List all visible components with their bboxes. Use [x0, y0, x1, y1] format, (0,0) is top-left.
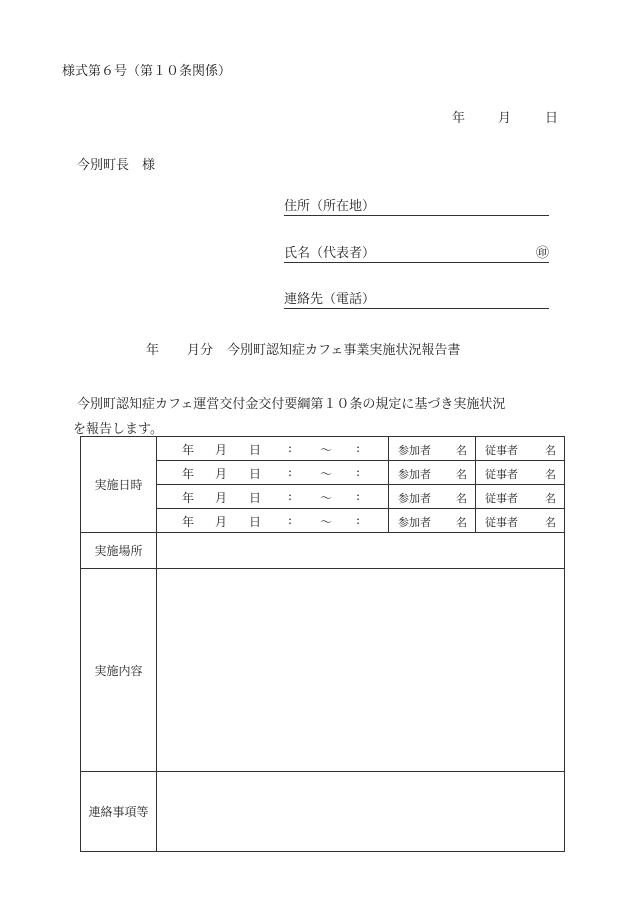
date-year: 年	[452, 111, 466, 126]
body-line-2: を報告します。	[73, 422, 163, 437]
address-field[interactable]	[284, 196, 549, 216]
addressee: 今別町長 様	[77, 158, 156, 173]
place-label: 実施場所	[81, 533, 157, 569]
date-label: 実施日時	[81, 437, 157, 533]
title-text: 今別町認知症カフェ事業実施状況報告書	[227, 343, 461, 358]
participants-cell[interactable]: 参加者 名	[389, 437, 476, 461]
date-time-cell[interactable]: 年 月 日 : 〜 :	[157, 437, 389, 461]
staff-cell[interactable]: 従事者 名	[476, 437, 565, 461]
staff-cell[interactable]: 従事者 名	[476, 509, 565, 533]
address-label: 住所（所在地）	[284, 199, 376, 214]
date-time-cell[interactable]: 年 月 日 : 〜 :	[157, 485, 389, 509]
seal-mark: ㊞	[535, 246, 549, 261]
content-row	[81, 569, 565, 772]
staff-cell[interactable]: 従事者 名	[476, 485, 565, 509]
content-label: 実施内容	[81, 569, 157, 772]
notes-row	[81, 772, 565, 852]
contact-label: 連絡先（電話）	[284, 292, 376, 307]
report-title	[146, 339, 460, 358]
title-month: 月分	[187, 343, 214, 358]
staff-cell[interactable]: 従事者 名	[476, 461, 565, 485]
name-field[interactable]	[284, 243, 549, 263]
date-line	[452, 107, 558, 126]
title-year: 年	[146, 343, 160, 358]
form-number: 様式第６号（第１０条関係）	[62, 64, 232, 79]
report-table	[80, 436, 565, 852]
place-row	[81, 533, 565, 569]
notes-label: 連絡事項等	[81, 772, 157, 852]
date-time-cell[interactable]: 年 月 日 : 〜 :	[157, 509, 389, 533]
body-line-1: 今別町認知症カフェ運営交付金交付要綱第１０条の規定に基づき実施状況	[77, 397, 506, 412]
date-day: 日	[545, 111, 559, 126]
contact-field[interactable]	[284, 289, 549, 309]
date-month: 月	[498, 111, 512, 126]
name-label: 氏名（代表者）	[284, 246, 376, 261]
notes-cell[interactable]	[157, 772, 565, 852]
participants-cell[interactable]: 参加者 名	[389, 485, 476, 509]
body-text	[73, 392, 567, 442]
content-cell[interactable]	[157, 569, 565, 772]
participants-cell[interactable]: 参加者 名	[389, 509, 476, 533]
date-time-cell[interactable]: 年 月 日 : 〜 :	[157, 461, 389, 485]
date-row	[81, 437, 565, 461]
place-cell[interactable]	[157, 533, 565, 569]
participants-cell[interactable]: 参加者 名	[389, 461, 476, 485]
